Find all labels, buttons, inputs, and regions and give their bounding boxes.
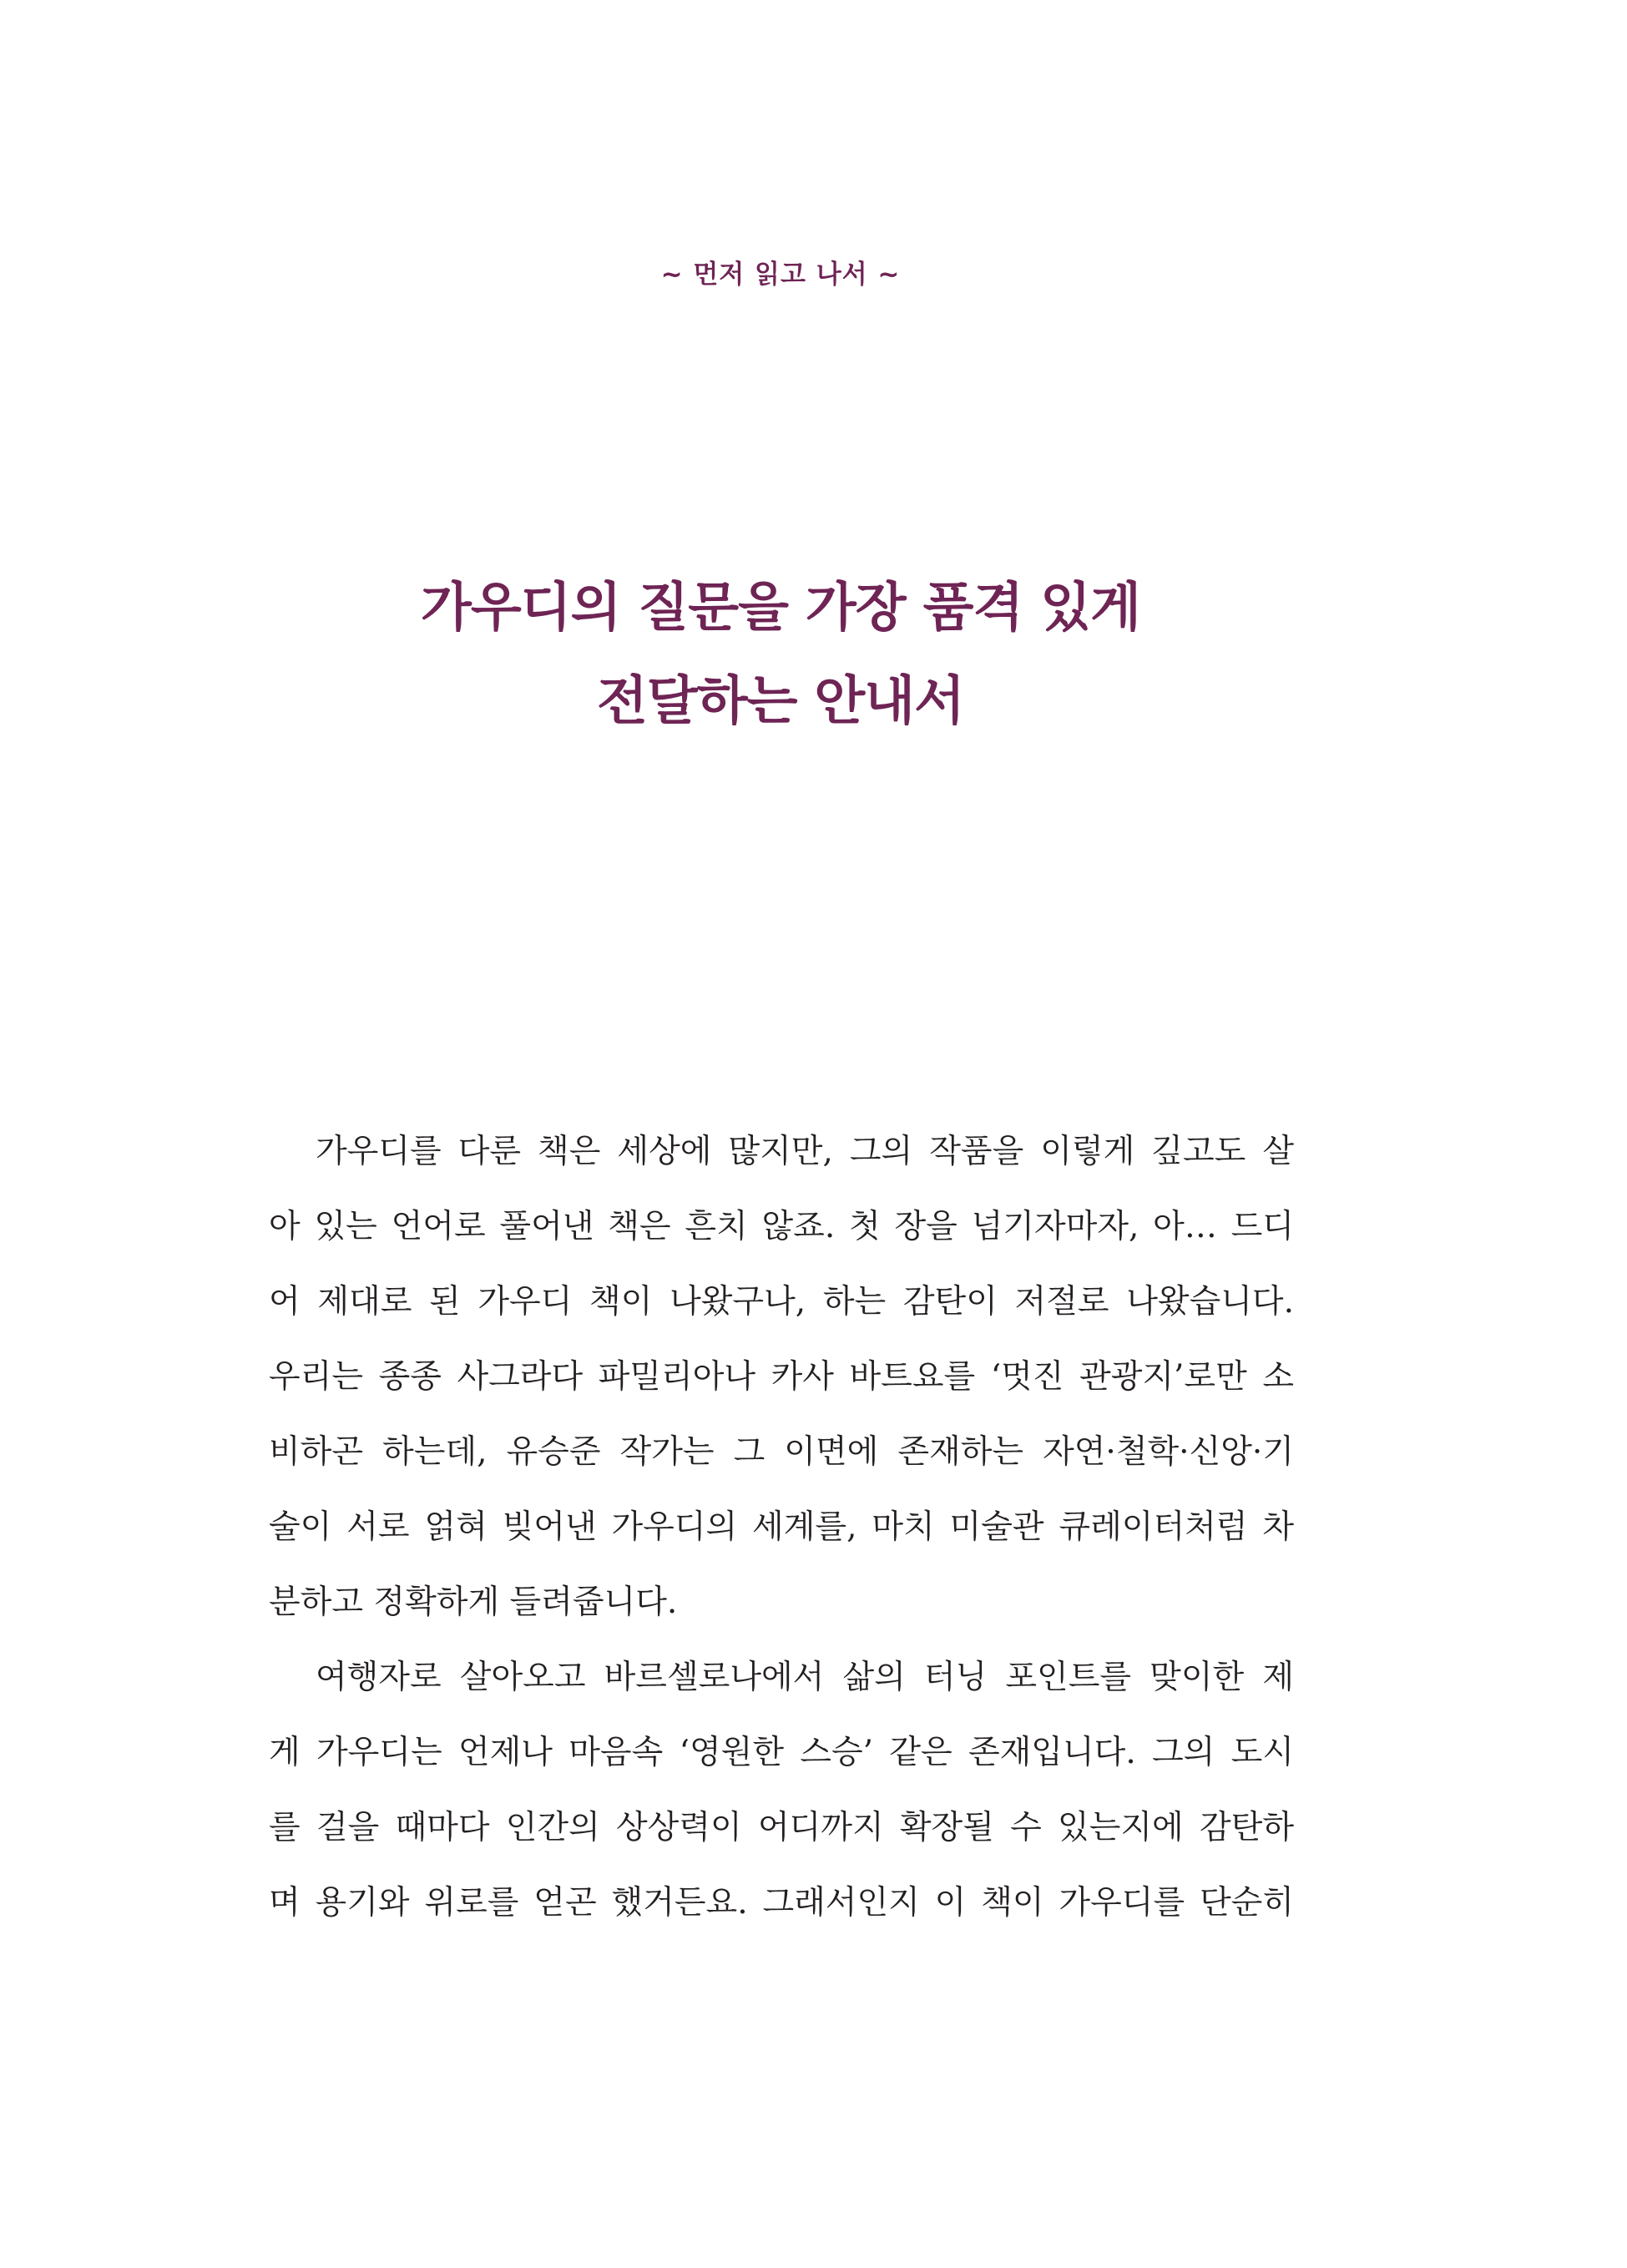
page-title <box>0 561 1561 748</box>
title-line-2: 전달하는 안내서 <box>597 670 964 731</box>
body-line: 여행자로 살아오고 바르셀로나에서 삶의 터닝 포인트를 맞이한 제 <box>316 1659 1294 1696</box>
title-line-1: 가우디의 질문을 가장 품격 있게 <box>421 577 1140 638</box>
body-line: 가우디를 다룬 책은 세상에 많지만, 그의 작품을 이렇게 깊고도 살 <box>316 1133 1294 1170</box>
section-label: ~ 먼저 읽고 나서 ~ <box>660 260 901 290</box>
body-line: 비하곤 하는데, 유승준 작가는 그 이면에 존재하는 자연·철학·신앙·기 <box>269 1433 1294 1471</box>
body-line: 며 용기와 위로를 얻곤 했거든요. 그래서인지 이 책이 가우디를 단순히 <box>269 1884 1294 1922</box>
body-line: 게 가우디는 언제나 마음속 ‘영원한 스승’ 같은 존재입니다. 그의 도시 <box>269 1734 1294 1771</box>
body-line: 어 제대로 된 가우디 책이 나왔구나, 하는 감탄이 저절로 나왔습니다. <box>269 1283 1294 1321</box>
body-line: 술이 서로 얽혀 빚어낸 가우디의 세계를, 마치 미술관 큐레이터처럼 차 <box>269 1508 1294 1546</box>
body-line: 우리는 종종 사그라다 파밀리아나 카사 바트요를 ‘멋진 관광지’로만 소 <box>269 1358 1294 1396</box>
body-text <box>269 1114 1294 1941</box>
body-line: 아 있는 언어로 풀어낸 책은 흔치 않죠. 첫 장을 넘기자마자, 아… 드디 <box>269 1208 1294 1245</box>
body-line: 분하고 정확하게 들려줍니다. <box>269 1584 678 1621</box>
body-line: 를 걸을 때마다 인간의 상상력이 어디까지 확장될 수 있는지에 감탄하 <box>269 1809 1294 1846</box>
